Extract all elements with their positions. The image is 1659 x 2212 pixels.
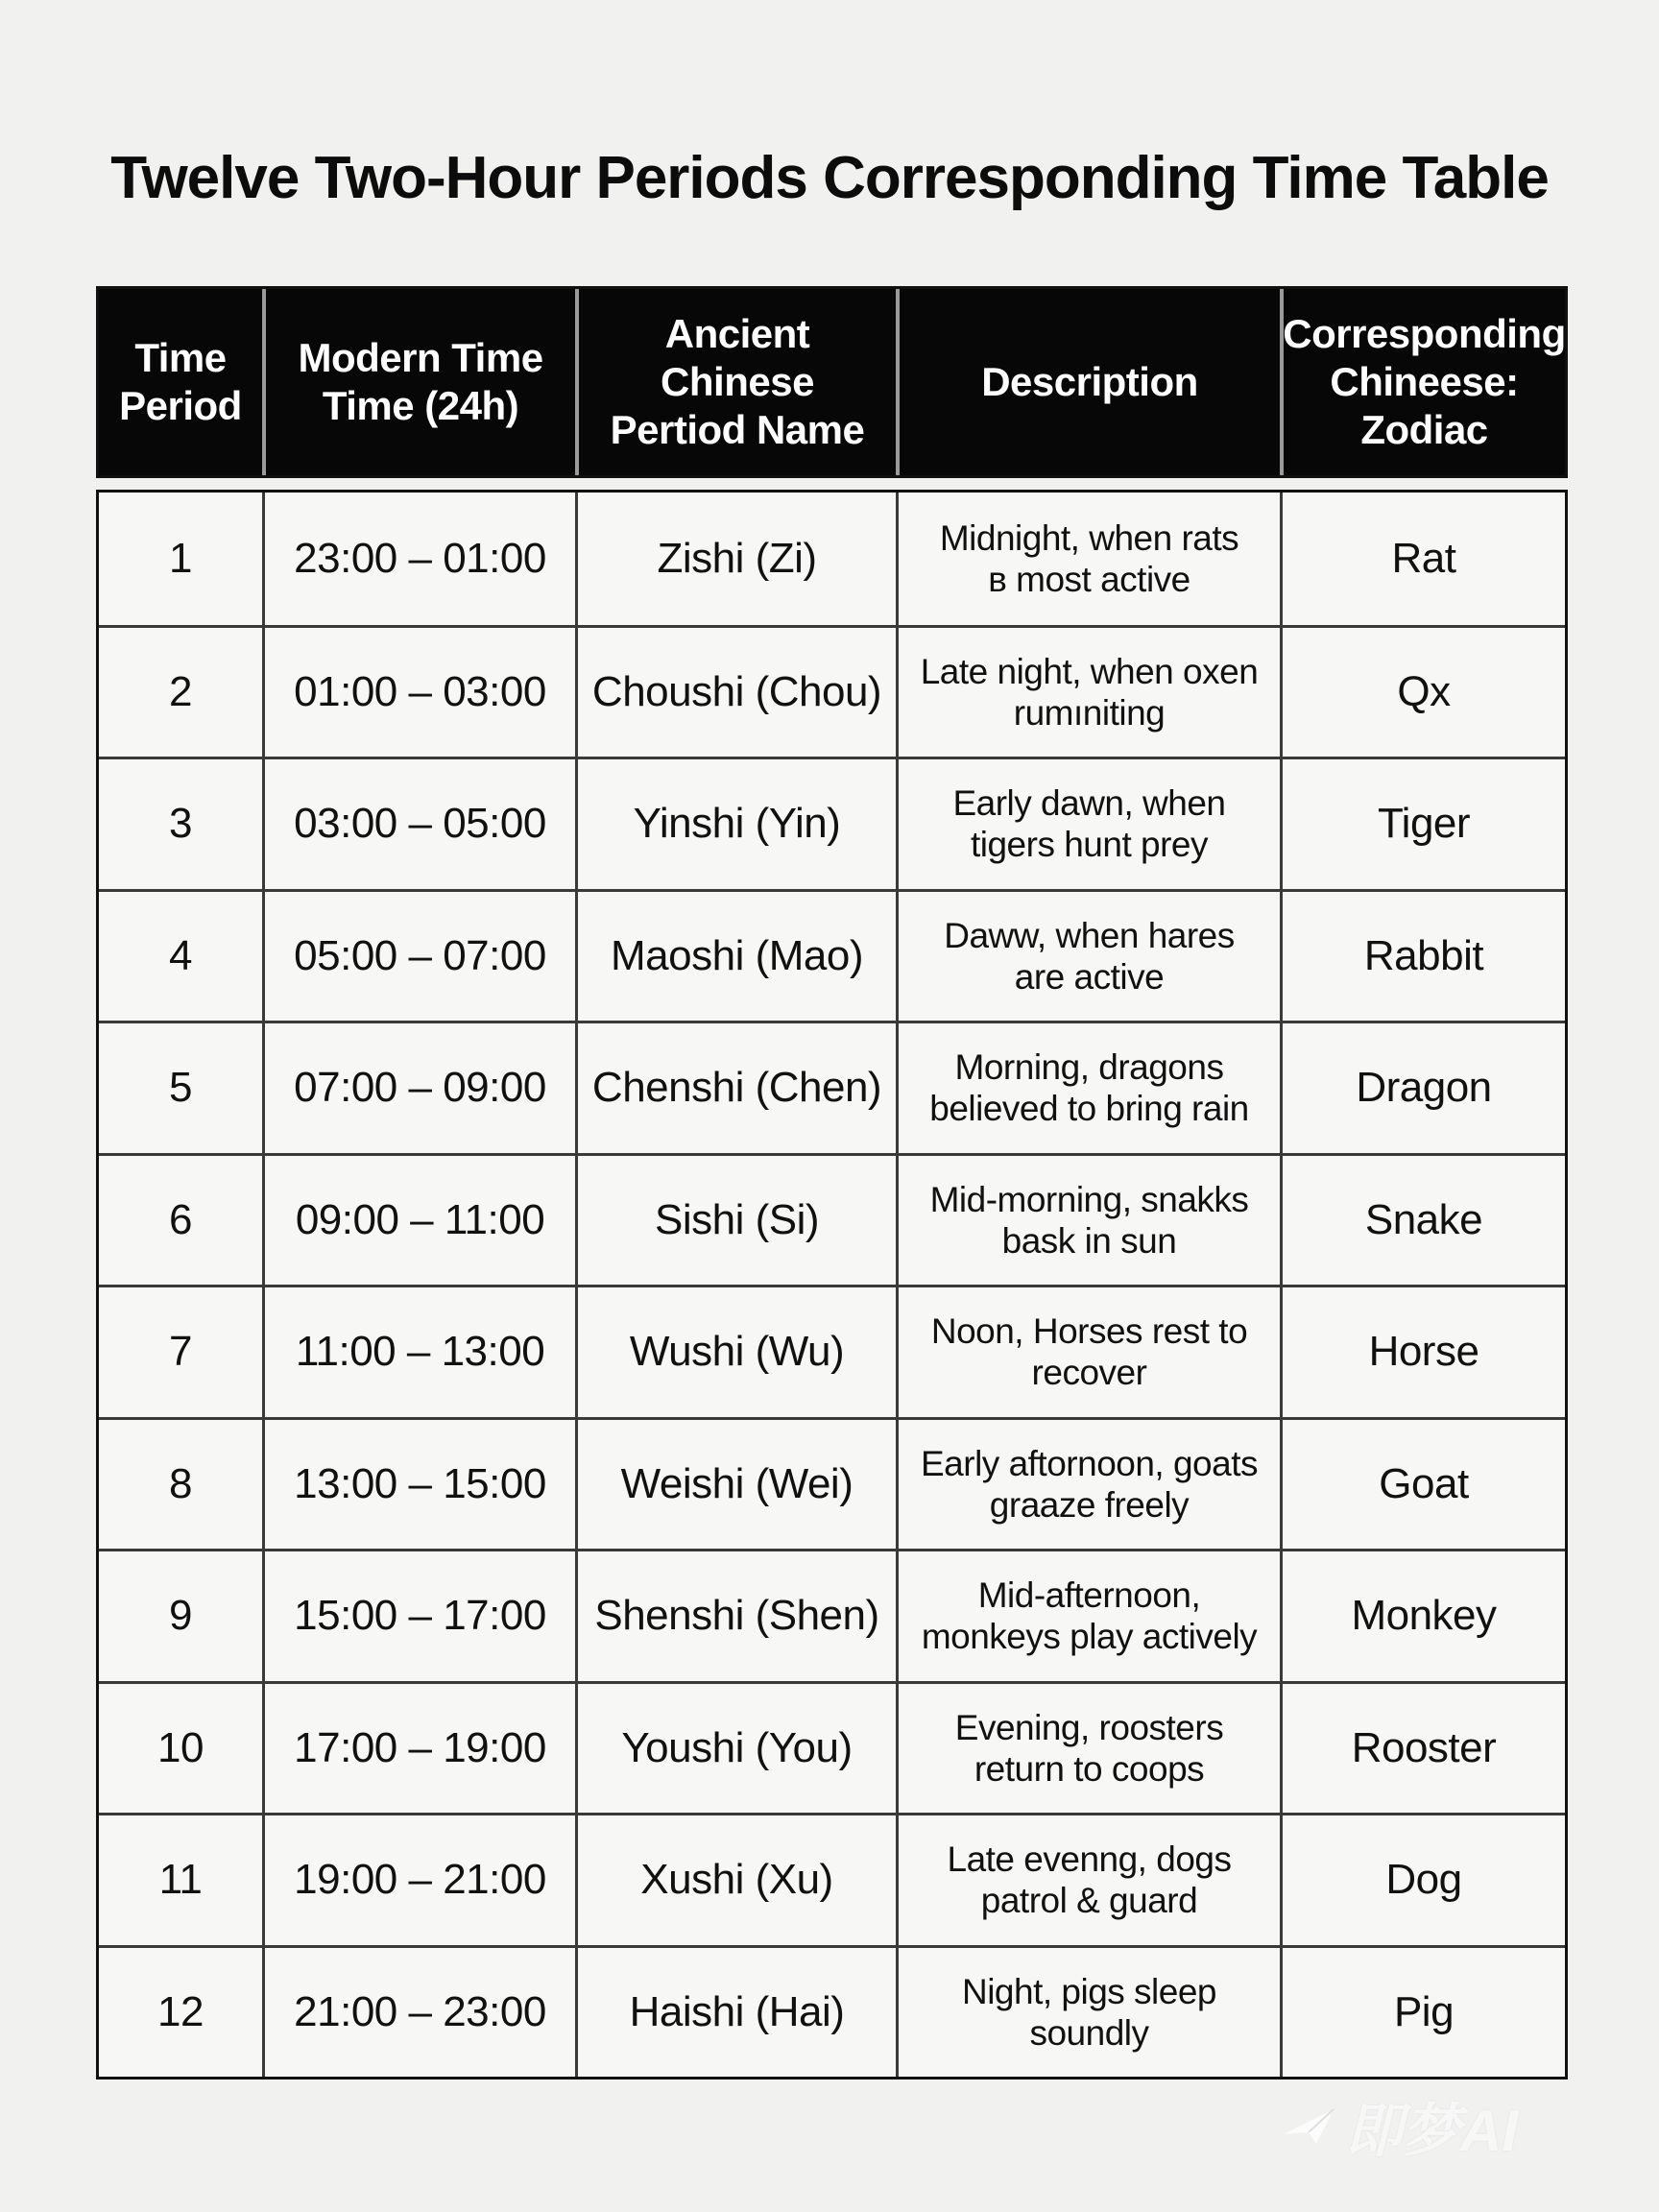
cell-zodiac-text: Goat — [1379, 1459, 1469, 1507]
cell-zodiac — [1280, 1684, 1565, 1814]
cell-modern-time-text: 09:00 – 11:00 — [295, 1195, 545, 1243]
cell-modern-time-text: 19:00 – 21:00 — [294, 1856, 546, 1904]
cell-zodiac — [1280, 1023, 1565, 1153]
cell-ancient-name-text: Zishi (Zi) — [657, 534, 817, 582]
cell-modern-time-text: 07:00 – 09:00 — [294, 1064, 546, 1112]
table-row — [99, 1417, 1565, 1550]
cell-period — [99, 1684, 262, 1814]
cell-description-text: Evening, roosters return to coops — [954, 1707, 1224, 1789]
cell-modern-time — [262, 1684, 575, 1814]
cell-ancient-name — [575, 1420, 896, 1550]
header-label: Ancient Chinese Pertiod Name — [610, 311, 865, 452]
cell-ancient-name-text: Yinshi (Yin) — [633, 800, 841, 848]
table-row — [99, 625, 1565, 757]
table-row — [99, 1813, 1565, 1945]
cell-zodiac — [1280, 1156, 1565, 1286]
cell-period-text: 3 — [169, 800, 192, 848]
cell-modern-time — [262, 1156, 575, 1286]
cell-description-text: Mid-morning, snakks bask in sun — [929, 1179, 1249, 1261]
table-row — [99, 889, 1565, 1022]
cell-zodiac — [1280, 1948, 1565, 2078]
cell-ancient-name — [575, 1287, 896, 1417]
cell-modern-time-text: 01:00 – 03:00 — [294, 667, 546, 715]
cell-period — [99, 1948, 262, 2078]
cell-description-text: Early aftornoon, goats graaze freely — [921, 1443, 1258, 1525]
table-body — [96, 490, 1568, 2080]
cell-ancient-name-text: Maoshi (Mao) — [611, 931, 863, 979]
cell-period — [99, 1287, 262, 1417]
table-row — [99, 1945, 1565, 2078]
cell-zodiac-text: Snake — [1364, 1195, 1483, 1243]
cell-zodiac-text: Dragon — [1356, 1064, 1492, 1112]
cell-zodiac — [1280, 1815, 1565, 1945]
cell-zodiac-text: Rat — [1391, 534, 1456, 582]
header-label: Corresponding Chineese: Zodiac — [1283, 311, 1566, 452]
table-row — [99, 493, 1565, 625]
cell-ancient-name — [575, 1684, 896, 1814]
cell-period — [99, 493, 262, 625]
cell-period-text: 1 — [169, 534, 192, 582]
cell-zodiac-text: Qx — [1397, 667, 1451, 715]
header-modern-time — [262, 289, 575, 475]
cell-description — [896, 892, 1280, 1022]
cell-modern-time — [262, 1287, 575, 1417]
cell-zodiac — [1280, 1287, 1565, 1417]
page-title: Twelve Two-Hour Periods Corresponding Time Table — [110, 145, 1549, 211]
cell-ancient-name-text: Choushi (Chou) — [591, 667, 882, 715]
cell-description-text: Morning, dragons believed to bring rain — [929, 1047, 1249, 1129]
cell-ancient-name-text: Youshi (You) — [621, 1723, 853, 1771]
cell-ancient-name — [575, 1815, 896, 1945]
cell-modern-time-text: 03:00 – 05:00 — [294, 800, 546, 848]
cell-period — [99, 1156, 262, 1286]
cell-description-text: Daww, when hares are active — [944, 915, 1235, 997]
cell-ancient-name-text: Sishi (Si) — [654, 1195, 820, 1243]
cell-period-text: 2 — [169, 667, 192, 715]
cell-period-text: 8 — [169, 1459, 192, 1507]
cell-period — [99, 1815, 262, 1945]
cell-description — [896, 493, 1280, 625]
cell-period-text: 10 — [157, 1723, 204, 1771]
cell-ancient-name — [575, 892, 896, 1022]
cell-modern-time — [262, 1551, 575, 1681]
header-ancient-name — [575, 289, 896, 475]
cell-zodiac-text: Horse — [1368, 1328, 1479, 1376]
cell-ancient-name-text: Chenshi (Chen) — [591, 1064, 882, 1112]
cell-modern-time — [262, 1023, 575, 1153]
cell-description-text: Night, pigs sleep soundly — [961, 1971, 1217, 2053]
cell-ancient-name-text: Wushi (Wu) — [629, 1328, 845, 1376]
cell-description-text: Mid-afternoon, monkeys play actively — [921, 1575, 1258, 1657]
header-zodiac — [1280, 289, 1565, 475]
cell-description — [896, 1815, 1280, 1945]
cell-period — [99, 892, 262, 1022]
cell-ancient-name — [575, 1156, 896, 1286]
header-label: Description — [981, 359, 1198, 404]
cell-period — [99, 628, 262, 757]
cell-modern-time — [262, 1420, 575, 1550]
table-row — [99, 1549, 1565, 1681]
cell-ancient-name — [575, 493, 896, 625]
cell-zodiac-text: Monkey — [1351, 1592, 1497, 1640]
cell-description — [896, 759, 1280, 889]
cell-description — [896, 1023, 1280, 1153]
watermark — [1282, 2085, 1518, 2168]
cell-ancient-name — [575, 1948, 896, 2078]
table-row — [99, 1153, 1565, 1286]
cell-period-text: 12 — [157, 1987, 204, 2035]
cell-period — [99, 1420, 262, 1550]
header-label: Time Period — [119, 335, 242, 428]
cell-zodiac-text: Rabbit — [1363, 931, 1484, 979]
cell-ancient-name-text: Weishi (Wei) — [620, 1459, 854, 1507]
cell-modern-time-text: 13:00 – 15:00 — [294, 1459, 546, 1507]
cell-ancient-name-text: Haishi (Hai) — [629, 1987, 845, 2035]
cell-modern-time — [262, 1815, 575, 1945]
cell-description — [896, 1948, 1280, 2078]
cell-ancient-name-text: Xushi (Xu) — [640, 1856, 833, 1904]
cell-modern-time-text: 11:00 – 13:00 — [295, 1328, 545, 1376]
cell-period-text: 11 — [158, 1856, 203, 1904]
cell-zodiac-text: Tiger — [1377, 800, 1471, 848]
cell-period — [99, 1551, 262, 1681]
cell-period — [99, 759, 262, 889]
cell-zodiac-text: Pig — [1393, 1987, 1455, 2035]
cell-modern-time — [262, 493, 575, 625]
cell-description-text: Late night, when oxen rumıniting — [920, 651, 1259, 733]
cell-period-text: 9 — [169, 1592, 192, 1640]
cell-ancient-name — [575, 759, 896, 889]
cell-ancient-name — [575, 1023, 896, 1153]
cell-description — [896, 1156, 1280, 1286]
cell-modern-time-text: 23:00 – 01:00 — [294, 534, 546, 582]
cell-modern-time-text: 05:00 – 07:00 — [294, 931, 546, 979]
cell-zodiac-text: Dog — [1385, 1856, 1462, 1904]
cell-period — [99, 1023, 262, 1153]
header-description — [896, 289, 1280, 475]
cell-ancient-name-text: Shenshi (Shen) — [594, 1592, 879, 1640]
cell-modern-time — [262, 759, 575, 889]
watermark-text: 即梦AI — [1345, 2099, 1518, 2163]
table-header — [96, 286, 1568, 478]
cell-modern-time — [262, 892, 575, 1022]
cell-description-text: Midnight, when rats в most active — [939, 517, 1239, 599]
cell-zodiac — [1280, 759, 1565, 889]
table-row — [99, 1021, 1565, 1153]
cell-period-text: 6 — [169, 1195, 192, 1243]
cell-zodiac — [1280, 1420, 1565, 1550]
cell-description — [896, 1551, 1280, 1681]
cell-modern-time-text: 15:00 – 17:00 — [294, 1592, 546, 1640]
cell-zodiac — [1280, 892, 1565, 1022]
cell-zodiac-text: Rooster — [1351, 1723, 1497, 1771]
cell-description-text: Late evenng, dogs patrol & guard — [947, 1839, 1232, 1921]
header-label: Modern Time Time (24h) — [298, 335, 543, 428]
cell-modern-time-text: 21:00 – 23:00 — [294, 1987, 546, 2035]
cell-period-text: 5 — [169, 1064, 192, 1112]
cell-ancient-name — [575, 1551, 896, 1681]
cell-description — [896, 628, 1280, 757]
cell-description-text: Early dawn, when tigers hunt prey — [952, 783, 1226, 865]
table-row — [99, 757, 1565, 889]
cell-zodiac — [1280, 628, 1565, 757]
cell-zodiac — [1280, 1551, 1565, 1681]
cell-period-text: 4 — [169, 931, 192, 979]
table-row — [99, 1681, 1565, 1814]
paper-plane-logo-icon — [1282, 2105, 1335, 2148]
cell-description — [896, 1684, 1280, 1814]
cell-description-text: Noon, Horses rest to recover — [930, 1311, 1248, 1393]
cell-zodiac — [1280, 493, 1565, 625]
cell-modern-time-text: 17:00 – 19:00 — [294, 1723, 546, 1771]
cell-modern-time — [262, 1948, 575, 2078]
cell-ancient-name — [575, 628, 896, 757]
cell-description — [896, 1420, 1280, 1550]
table-row — [99, 1285, 1565, 1417]
cell-period-text: 7 — [169, 1328, 192, 1376]
cell-modern-time — [262, 628, 575, 757]
header-time-period — [99, 289, 262, 475]
time-table — [96, 286, 1568, 2080]
cell-description — [896, 1287, 1280, 1417]
